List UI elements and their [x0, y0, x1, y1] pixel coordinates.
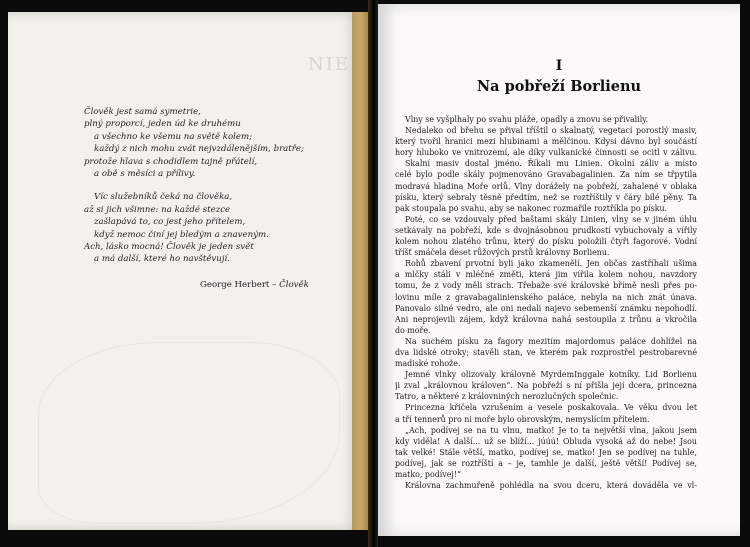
text-line: „Ach, podívej se na tu vlnu, matko! Je to ta největší vlna, jakou jsem: [405, 425, 697, 435]
chapter-number: I: [555, 58, 563, 74]
text-line: pak stoupala po svahu, aby se nakonec rozmařile roztříkla po písku.: [395, 203, 668, 213]
poem-line: Ach, lásko mocná! Člověk je jeden svět: [84, 242, 254, 253]
text-line: modravá hladina Moře orlů. Vlny dorážely na pobřeží, zahalené v oblaka: [395, 181, 697, 191]
text-line: hory hluboko ve vnitrozemí, ale díky vulkanické činnosti se ocitl v zálivu.: [395, 148, 697, 158]
attribution-work: Člověk: [279, 280, 309, 290]
text-line: matko, podívej!“: [395, 470, 462, 479]
text-line: tříšť smáčela deset růžových prstů královny Borlienu.: [395, 248, 610, 258]
text-line: Princezna křičela vzrušením a vesele poskakovala. Ve věku dvou let: [405, 403, 697, 413]
text-line: lovinu míle z gravabagalinienského paláce, nebyla na nich znát únava.: [395, 292, 697, 302]
text-line: Panovalo silné vedro, ale oni nedali najevo sebemenší známku nepohodlí.: [395, 303, 697, 313]
text-line: Poté, co se vzdouvaly před baštami skály Linien, vlny se v jiném úhlu: [405, 214, 697, 224]
text-line: Na suchém písku za fagory mezitím majordomus paláce dohlížel na: [405, 336, 697, 346]
text-line: celé bylo podle skály pojmenováno Gravabagalinien. Za ním se třpytila: [395, 170, 697, 180]
text-line: Skalní masiv dostal jméno. Říkali mu Linien. Okolní záliv a místo: [405, 159, 697, 169]
text-line: do moře.: [395, 325, 431, 335]
left-page: [8, 12, 360, 530]
text-line: kdy viděla! A další... už se blíží... júúú! Obluda vysoká až do nebe! Jsou: [395, 436, 697, 446]
show-through-map: [38, 342, 340, 524]
poem-line: plný proporcí, jeden úd ke druhému: [84, 119, 241, 130]
text-line: kolem nohou zlatého trůnu, který do písku položili čtyři fagorové. Vodní: [395, 237, 697, 247]
poem-line: a obě s měsíci a přílivy.: [94, 169, 196, 180]
epigraph-poem: [84, 106, 354, 266]
text-line: Jemné vlnky olizovaly královně MyrdemInggale kotníky. Lid Borlienu: [405, 370, 697, 380]
text-line: který tvořil hranici mezi hlubinami a mělčinou. Kdysi dávno byl součástí: [395, 137, 697, 147]
attribution-author: George Herbert –: [200, 280, 277, 290]
show-through-text: NIE: [308, 54, 350, 75]
text-line: Královna zachmuřeně pohlédla na svou dceru, která dováděla ve vl-: [405, 481, 697, 491]
text-line: setkávaly na pobřeží, kde s dvojnásobnou prudkostí vybuchovaly a vířily: [395, 225, 697, 235]
poem-line: zašlapává to, co jest jeho přítelem,: [94, 217, 246, 228]
chapter-title: Na pobřeží Borlienu: [476, 78, 642, 95]
poem-line: a má další, které ho navštěvují.: [94, 254, 230, 265]
poem-line: protože hlava s chodidlem tajně přátelí,: [84, 156, 258, 167]
text-line: ji zval „královnou královen“. Na pobřeží s ní přišla její dcera, princezna: [395, 381, 697, 391]
text-line: a mlčky stáli v mléčné změti, která jim vířila kolem nohou, navzdory: [395, 270, 697, 280]
text-line: podívej, jak se roztříští a – je, tamhle je další, ještě větší! Podívej se,: [395, 458, 697, 468]
text-line: dva lidské otroky; stavěli stan, ve kterém pak rozprostřel pestrobarevné: [395, 347, 697, 357]
text-line: písku, který sebraly těsně předtím, než se roztříštily v čáry bílé pěny. Ta: [395, 192, 697, 202]
poem-line: Víc služebníků čeká na člověka,: [94, 192, 233, 203]
text-line: Tatro, a některé z královniných nerozlučných společnic.: [395, 392, 619, 402]
poem-line: Člověk jest samá symetrie,: [84, 107, 201, 117]
poem-attribution: [200, 280, 309, 290]
poem-line: a všechno ke všemu na světě kolem;: [94, 131, 253, 142]
chapter-body-text: [395, 114, 697, 491]
book-gutter: [368, 0, 378, 547]
poem-line: každý z nich mohu zvát nejvzdálenějším, bratře;: [94, 144, 304, 155]
text-line: a tří tennerů pro ni moře bylo obrovským, nemyslícím přítelem.: [395, 414, 650, 424]
poem-stanza-2: [84, 191, 354, 265]
poem-stanza-1: [84, 106, 354, 180]
poem-line: když nemoc činí jej bledým a znaveným.: [94, 229, 269, 240]
text-line: Vlny se vyšplhaly po svahu pláže, opadly a znovu se přivalily.: [405, 115, 649, 124]
text-line: madiské rohože.: [395, 359, 461, 369]
poem-line: až si jich všimne: na každé stezce: [84, 204, 231, 215]
text-line: Nedaleko od břehu se přival tříštil o skalnatý, vegetací porostlý masiv,: [405, 126, 697, 136]
text-line: tomu, že z vody měli strach. Třebaže své královské břímě nesli přes po-: [395, 281, 697, 291]
text-line: tak velké! Stále větší, matko, podívej se, matko! Jen se podívej na tuhle,: [395, 447, 697, 457]
text-line: Rohů zbavení prvotní byli jako zkamenělí. Jen občas zastříhali ušima: [405, 259, 697, 269]
text-line: Ani neprojevili zájem, když královna nahá sestoupila z trůnu a vkročila: [395, 314, 697, 324]
